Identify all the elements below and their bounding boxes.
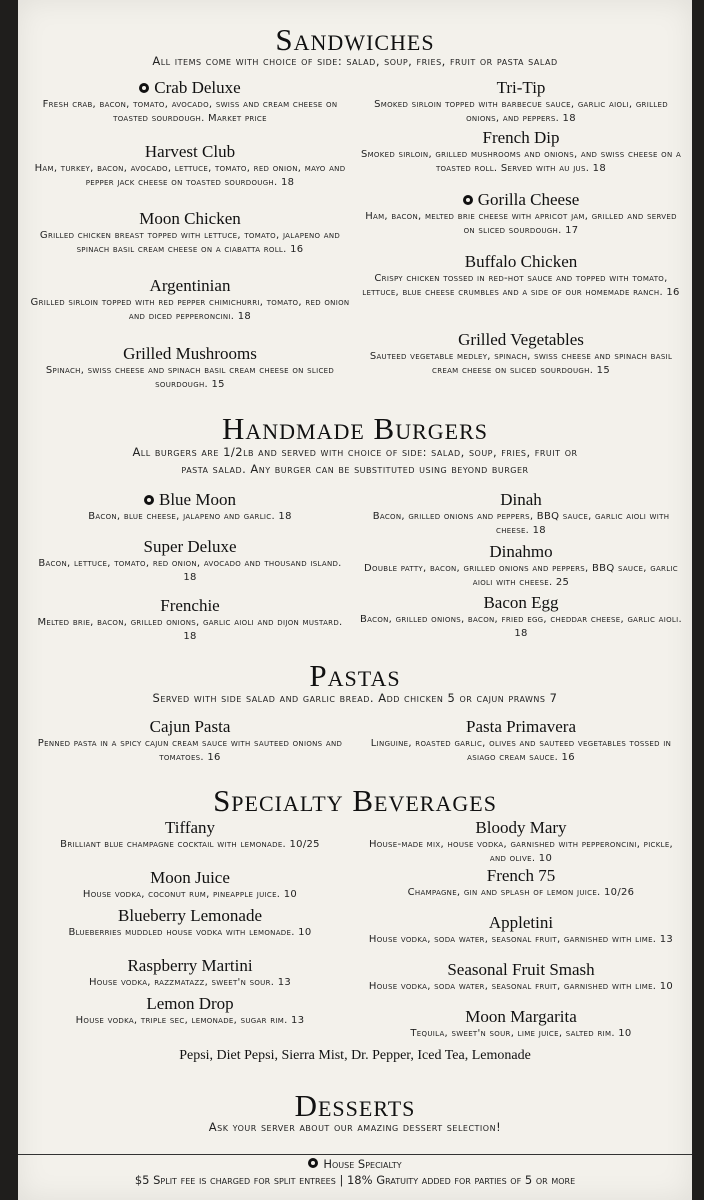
menu-item-pasta-primavera	[360, 717, 682, 764]
item-name: Dinah	[500, 490, 542, 509]
item-name: Moon Chicken	[139, 209, 241, 228]
menu-item-dinahmo	[360, 542, 682, 589]
menu-item-grilled-vegetables	[360, 330, 682, 377]
item-name: Appletini	[488, 913, 554, 932]
desserts-subtitle: Ask your server about our amazing dessert selection!	[208, 1120, 502, 1134]
item-description: Sauteed vegetable medley, spinach, swiss cheese and spinach basil cream cheese on sliced sourdough. 15	[369, 351, 673, 376]
item-description: Grilled sirloin topped with red pepper chimichurri, tomato, red onion and diced pepperoncini. 18	[30, 297, 350, 322]
menu-item-gorilla-cheese	[360, 190, 682, 237]
item-name: Super Deluxe	[143, 537, 237, 556]
item-name: Bloody Mary	[475, 818, 567, 837]
item-description: Bacon, blue cheese, jalapeno and garlic. 18	[88, 511, 292, 522]
pastas-title: Pastas	[309, 658, 401, 693]
item-name: Harvest Club	[144, 142, 236, 161]
item-name: Bacon Egg	[483, 593, 559, 612]
beverages-title: Specialty Beverages	[213, 783, 497, 818]
item-description: Ham, bacon, melted brie cheese with apricot jam, grilled and served on sliced sourdough. 17	[365, 211, 677, 236]
item-name: Crab Deluxe	[154, 78, 241, 97]
item-name: Grilled Vegetables	[458, 330, 584, 349]
item-name: Pasta Primavera	[466, 717, 576, 736]
menu-item-appletini	[360, 913, 682, 947]
menu-item-cajun-pasta	[30, 717, 350, 764]
item-description: Grilled chicken breast topped with lettuce, tomato, jalapeno and spinach basil cream cheese on a ciabatta roll. 16	[39, 230, 341, 255]
menu-item-bloody-mary	[360, 818, 682, 865]
item-name: Moon Juice	[150, 868, 230, 887]
menu-item-crab-deluxe	[30, 78, 350, 125]
menu-item-tiffany	[30, 818, 350, 852]
sandwiches-title: Sandwiches	[275, 22, 435, 57]
item-name: Moon Margarita	[465, 1007, 577, 1026]
item-name: Seasonal Fruit Smash	[447, 960, 595, 979]
footer-note: $5 Split fee is charged for split entrees | 18% Gratuity added for parties of 5 or more	[134, 1173, 576, 1187]
item-description: Blueberries muddled house vodka with lemonade. 10	[68, 927, 312, 938]
sandwiches-subtitle: All items come with choice of side: salad, soup, fries, fruit or pasta salad	[152, 54, 558, 68]
menu-item-french-dip	[360, 128, 682, 175]
item-description: Melted brie, bacon, grilled onions, garlic aioli and dijon mustard. 18	[37, 617, 343, 642]
item-name: French Dip	[482, 128, 560, 147]
menu-item-frenchie	[30, 596, 350, 643]
menu-item-buffalo-chicken	[360, 252, 682, 299]
menu-item-tri-tip	[360, 78, 682, 125]
menu-item-blue-moon	[30, 490, 350, 524]
desserts-title: Desserts	[294, 1088, 416, 1123]
item-name: Buffalo Chicken	[464, 252, 578, 271]
item-description: Brilliant blue champagne cocktail with lemonade. 10/25	[60, 839, 320, 850]
pastas-subtitle: Served with side salad and garlic bread. Add chicken 5 or cajun prawns 7	[152, 691, 558, 705]
item-name: French 75	[486, 866, 556, 885]
item-name: Tri-Tip	[496, 78, 546, 97]
menu-item-moon-margarita	[360, 1007, 682, 1041]
soda-list: Pepsi, Diet Pepsi, Sierra Mist, Dr. Pepper, Iced Tea, Lemonade	[179, 1048, 531, 1063]
item-description: House vodka, triple sec, lemonade, sugar rim. 13	[75, 1015, 305, 1026]
item-name: Tiffany	[164, 818, 216, 837]
item-description: House vodka, soda water, seasonal fruit, garnished with lime. 13	[368, 934, 674, 945]
menu-item-harvest-club	[30, 142, 350, 189]
item-name: Cajun Pasta	[149, 717, 231, 736]
menu-item-argentinian	[30, 276, 350, 323]
menu-item-raspberry-martini	[30, 956, 350, 990]
item-name: Dinahmo	[489, 542, 553, 561]
menu-item-moon-chicken	[30, 209, 350, 256]
menu-item-grilled-mushrooms	[30, 344, 350, 391]
item-description: Bacon, grilled onions, bacon, fried egg, cheddar cheese, garlic aioli. 18	[360, 614, 682, 639]
legend-label: House Specialty	[323, 1157, 402, 1171]
item-name: Lemon Drop	[146, 994, 234, 1013]
item-description: Champagne, gin and splash of lemon juice. 10/26	[407, 887, 635, 898]
menu-item-blueberry-lemonade	[30, 906, 350, 940]
item-name: Blue Moon	[159, 490, 236, 509]
menu-item-seasonal-fruit-smash	[360, 960, 682, 994]
item-name: Argentinian	[149, 276, 231, 295]
item-description: Smoked sirloin topped with barbecue sauce, garlic aioli, grilled onions, and peppers. 18	[374, 99, 668, 124]
footer-legend	[18, 1157, 692, 1171]
item-description: Linguine, roasted garlic, olives and sauteed vegetables tossed in asiago cream sauce. 16	[370, 738, 672, 763]
burgers-subtitle-2: pasta salad. Any burger can be substituted using beyond burger	[181, 462, 529, 476]
house-specialty-icon	[144, 495, 154, 505]
item-description: House vodka, razzmatazz, sweet'n sour. 13	[88, 977, 292, 988]
burgers-title: Handmade Burgers	[221, 411, 489, 446]
item-name: Blueberry Lemonade	[118, 906, 262, 925]
item-description: House-made mix, house vodka, garnished with pepperoncini, pickle, and olive. 10	[368, 839, 674, 864]
item-name: Gorilla Cheese	[477, 190, 580, 209]
house-specialty-icon	[463, 195, 473, 205]
menu-item-bacon-egg	[360, 593, 682, 640]
item-description: Smoked sirloin, grilled mushrooms and onions, and swiss cheese on a toasted roll. Served with au jus. 18	[360, 149, 682, 174]
item-description: Penned pasta in a spicy cajun cream sauce with sauteed onions and tomatoes. 16	[37, 738, 343, 763]
menu-item-dinah	[360, 490, 682, 537]
house-specialty-icon	[139, 83, 149, 93]
item-description: Spinach, swiss cheese and spinach basil cream cheese on sliced sourdough. 15	[45, 365, 335, 390]
burgers-subtitle-1: All burgers are 1/2lb and served with choice of side: salad, soup, fries, fruit or	[132, 445, 578, 459]
item-description: Fresh crab, bacon, tomato, avocado, swiss and cream cheese on toasted sourdough. Market price	[42, 99, 338, 124]
house-specialty-icon	[308, 1158, 318, 1168]
menu-item-moon-juice	[30, 868, 350, 902]
menu-item-super-deluxe	[30, 537, 350, 584]
footer-divider	[18, 1154, 692, 1155]
item-description: Ham, turkey, bacon, avocado, lettuce, tomato, red onion, mayo and pepper jack cheese on toasted sourdough. 18	[34, 163, 346, 188]
item-name: Frenchie	[160, 596, 220, 615]
menu-item-lemon-drop	[30, 994, 350, 1028]
item-description: House vodka, coconut rum, pineapple juice. 10	[82, 889, 298, 900]
item-description: House vodka, soda water, seasonal fruit, garnished with lime. 10	[368, 981, 674, 992]
item-name: Raspberry Martini	[127, 956, 253, 975]
item-description: Double patty, bacon, grilled onions and peppers, BBQ sauce, garlic aioli with cheese. 25	[364, 563, 678, 588]
item-description: Crispy chicken tossed in red-hot sauce and topped with tomato, lettuce, blue cheese crumbles and a side of our homemade ranch. 16	[362, 273, 680, 298]
menu-item-french-75	[360, 866, 682, 900]
item-description: Bacon, lettuce, tomato, red onion, avocado and thousand island. 18	[38, 558, 342, 583]
item-description: Bacon, grilled onions and peppers, BBQ sauce, garlic aioli with cheese. 18	[372, 511, 670, 536]
item-name: Grilled Mushrooms	[123, 344, 257, 363]
menu-page	[18, 0, 692, 1200]
item-description: Tequila, sweet'n sour, lime juice, salted rim. 10	[410, 1028, 632, 1039]
